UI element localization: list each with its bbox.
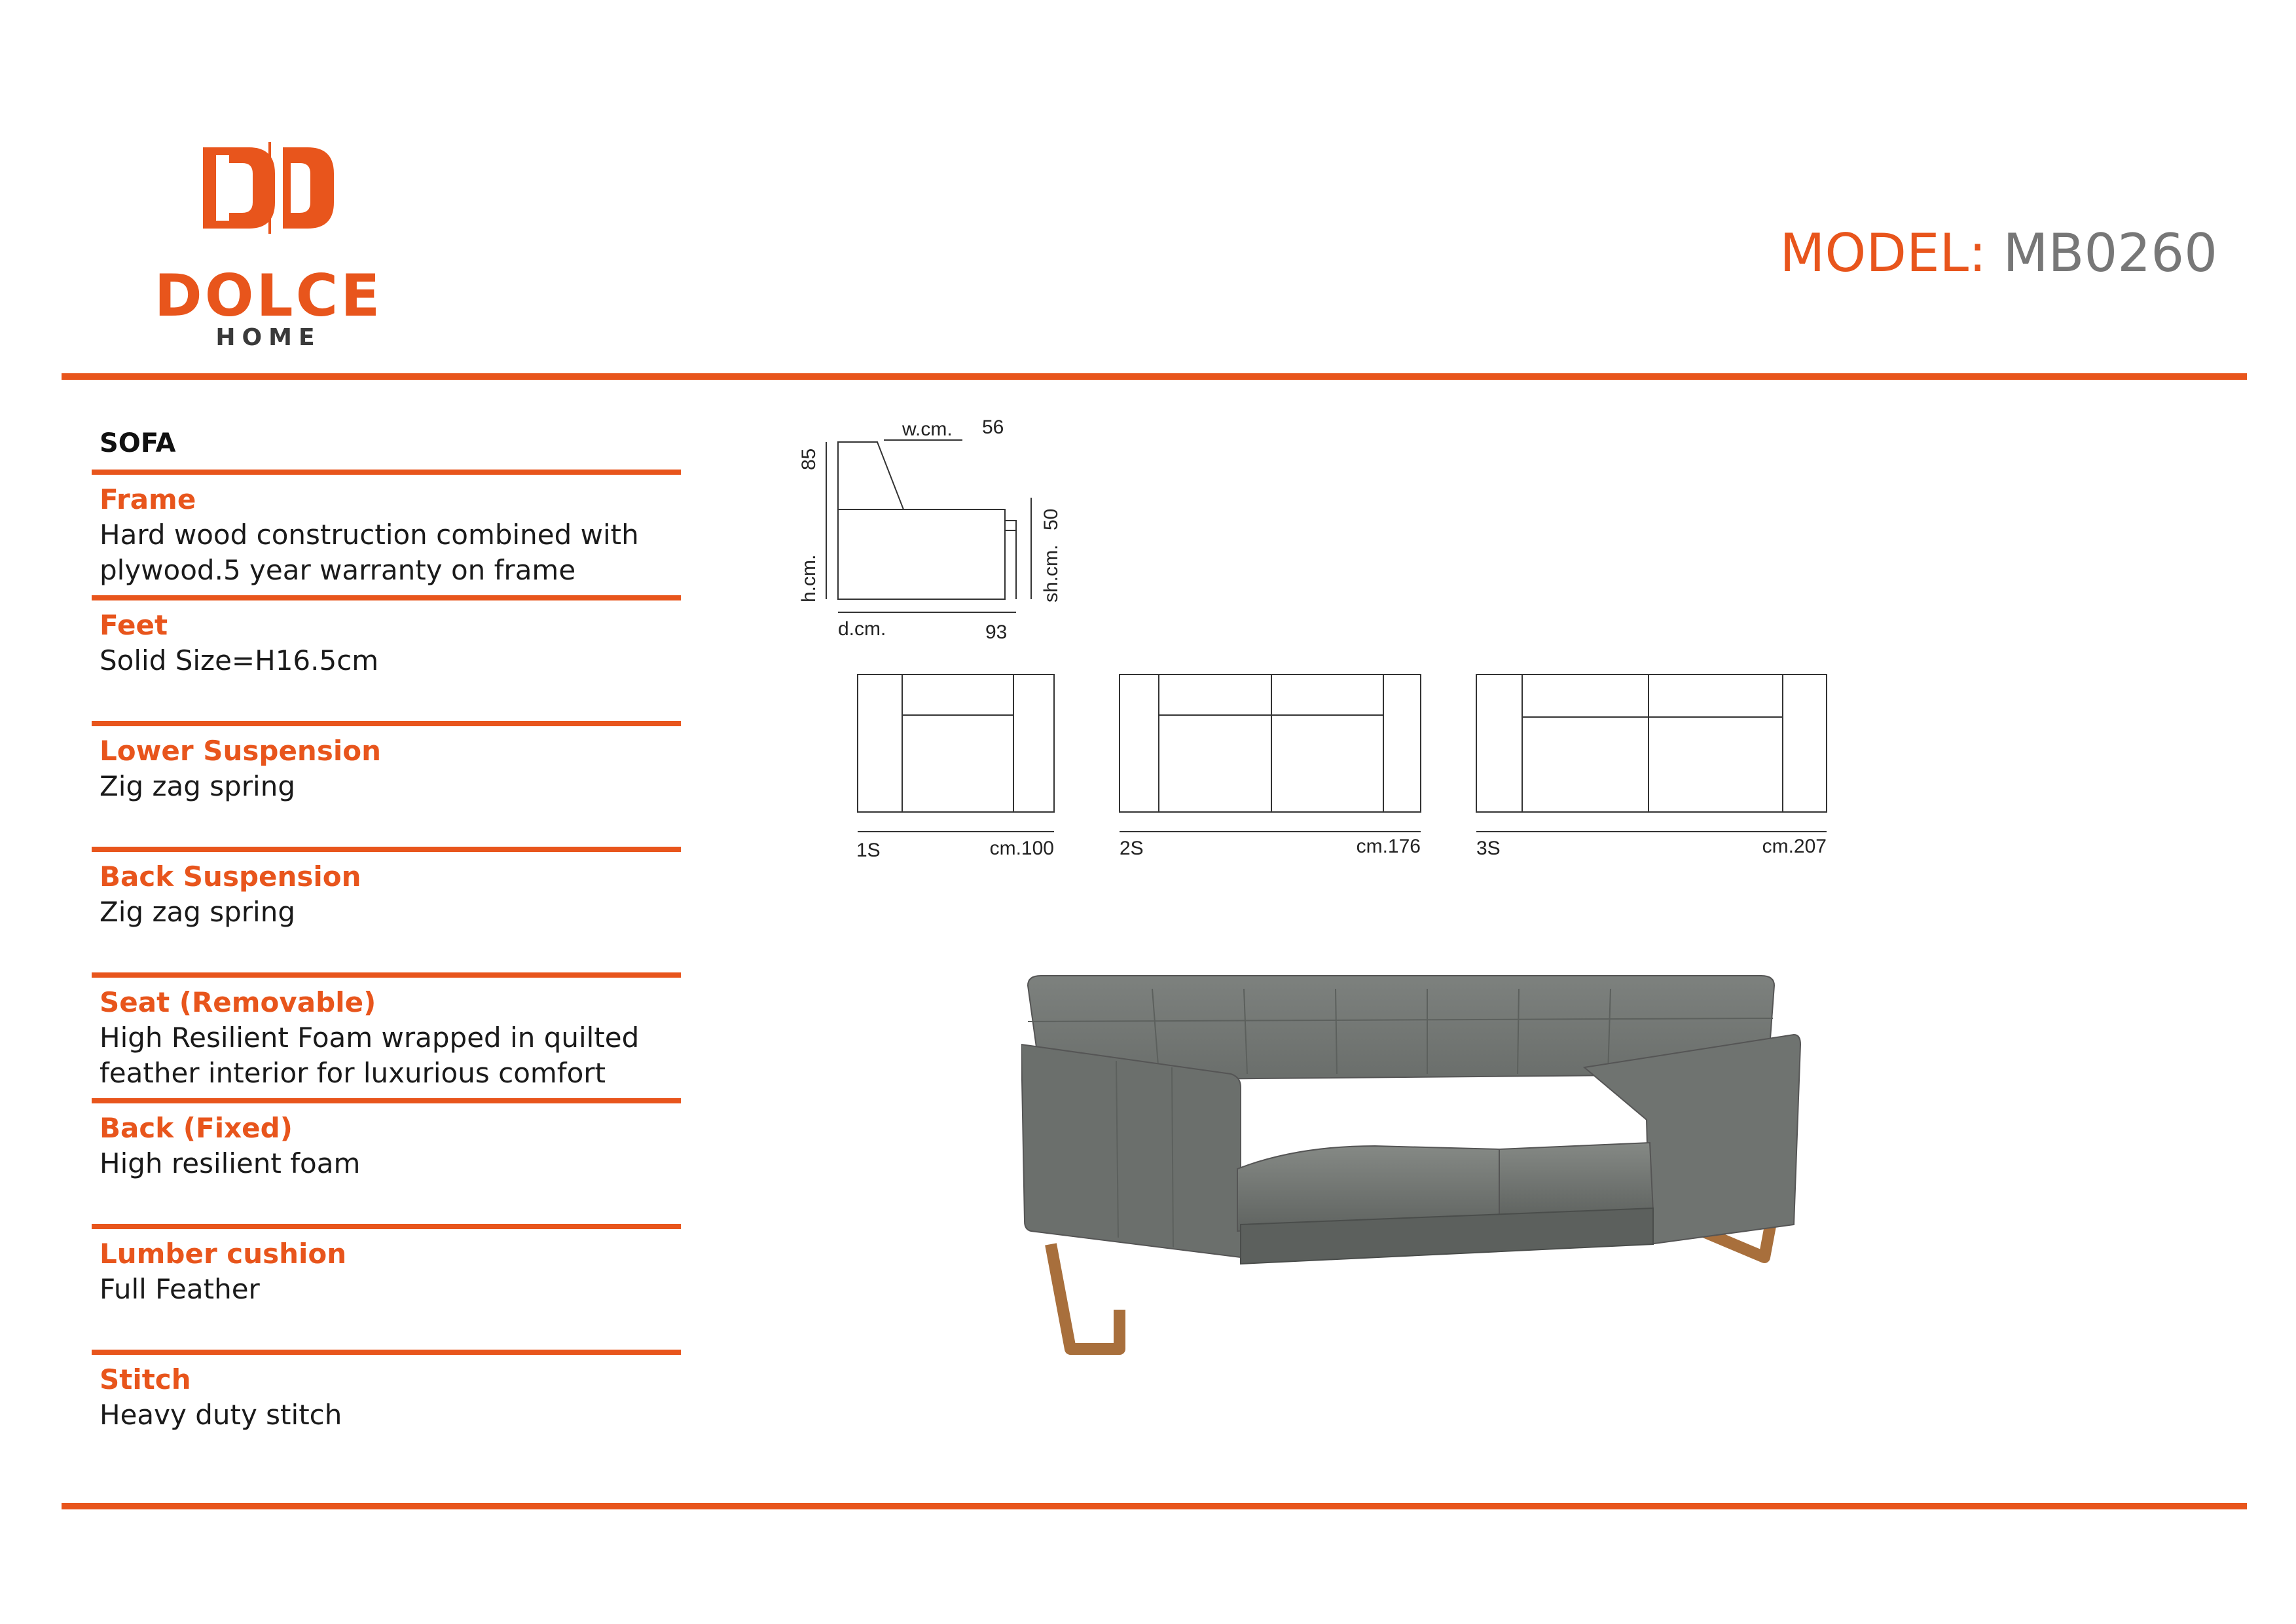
spec-heading-back-suspension: Back Suspension xyxy=(100,860,361,893)
side-sh-label: sh.cm. xyxy=(1040,544,1062,602)
side-sh-value: 50 xyxy=(1040,508,1062,530)
side-w-value: 56 xyxy=(982,416,1004,438)
spec-text-lower-suspension: Zig zag spring xyxy=(100,770,296,802)
model-title xyxy=(1779,223,2217,284)
side-w-label: w.cm. xyxy=(902,418,953,440)
spec-title: SOFA xyxy=(100,428,176,458)
spec-text-frame: Hard wood construction combined with plywood.5 year warranty on frame xyxy=(100,519,639,586)
model-label: MODEL: xyxy=(1779,223,1987,284)
side-view-diagram xyxy=(826,440,1031,612)
top-view-2s xyxy=(1120,674,1421,832)
side-d-value: 93 xyxy=(985,621,1008,643)
side-h-value: 85 xyxy=(798,448,820,470)
spec-heading-stitch: Stitch xyxy=(100,1363,191,1395)
brand-subtitle: HOME xyxy=(215,324,321,351)
spec-heading-back: Back (Fixed) xyxy=(100,1112,293,1144)
top-view-3s xyxy=(1476,674,1827,832)
spec-divider xyxy=(92,1224,681,1229)
top-view-1s-name: 1S xyxy=(856,840,881,861)
spec-heading-feet: Feet xyxy=(100,609,168,641)
header-divider xyxy=(62,373,2247,380)
spec-divider xyxy=(92,721,681,726)
top-view-1s-width: cm.100 xyxy=(989,838,1054,859)
top-view-2s-width: cm.176 xyxy=(1356,836,1421,857)
spec-text-back-suspension: Zig zag spring xyxy=(100,896,296,928)
side-d-label: d.cm. xyxy=(838,618,886,640)
spec-text-feet: Solid Size=H16.5cm xyxy=(100,644,379,676)
dd-monogram-icon xyxy=(203,142,334,234)
spec-heading-frame: Frame xyxy=(100,483,196,515)
top-view-3s-name: 3S xyxy=(1476,838,1501,859)
spec-text-lumber-cushion: Full Feather xyxy=(100,1273,260,1305)
top-view-1s xyxy=(858,674,1054,832)
spec-divider xyxy=(92,595,681,600)
sofa-product-image xyxy=(1021,969,1820,1388)
spec-heading-lower-suspension: Lower Suspension xyxy=(100,735,381,767)
footer-divider xyxy=(62,1503,2247,1509)
spec-divider xyxy=(92,972,681,978)
spec-divider xyxy=(92,1350,681,1355)
spec-divider xyxy=(92,847,681,852)
dimension-diagrams xyxy=(773,413,1886,884)
spec-text-stitch: Heavy duty stitch xyxy=(100,1399,342,1431)
side-h-label: h.cm. xyxy=(798,554,820,602)
spec-divider xyxy=(92,470,681,475)
model-value: MB0260 xyxy=(2003,223,2217,284)
brand-name: DOLCE xyxy=(154,262,383,329)
spec-heading-lumber-cushion: Lumber cushion xyxy=(100,1238,347,1270)
spec-divider xyxy=(92,1098,681,1103)
top-view-2s-name: 2S xyxy=(1120,838,1144,859)
spec-text-seat: High Resilient Foam wrapped in quilted feather interior for luxurious comfort xyxy=(100,1022,640,1089)
spec-heading-seat: Seat (Removable) xyxy=(100,986,376,1018)
spec-text-back: High resilient foam xyxy=(100,1147,361,1179)
top-view-3s-width: cm.207 xyxy=(1762,836,1827,857)
